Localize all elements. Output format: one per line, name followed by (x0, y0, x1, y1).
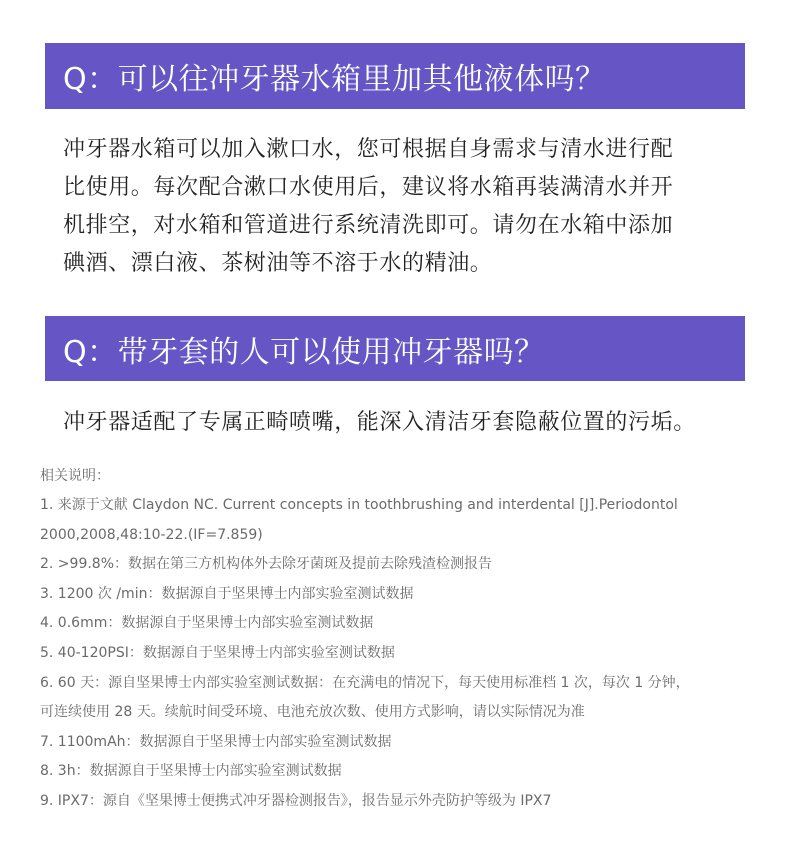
question-2-text: Q：带牙套的人可以使用冲牙器吗？ (63, 334, 545, 370)
note-line: 2000,2008,48:10-22.(IF=7.859) (40, 526, 263, 543)
notes-title: 相关说明： (40, 468, 110, 484)
answer-2-line: 冲牙器适配了专属正畸喷嘴，能深入清洁牙套隐蔽位置的污垢。 (63, 410, 696, 435)
answer-1 (63, 131, 743, 283)
answer-1-line: 碘酒、漂白液、茶树油等不溶于水的精油。 (63, 251, 493, 276)
answer-2 (63, 404, 743, 442)
note-line: 5. 40-120PSI：数据源自于坚果博士内部实验室测试数据 (40, 644, 395, 661)
note-line: 3. 1200 次 /min：数据源自于坚果博士内部实验室测试数据 (40, 585, 414, 602)
answer-1-line: 机排空，对水箱和管道进行系统清洗即可。请勿在水箱中添加 (63, 213, 674, 238)
note-line: 4. 0.6mm：数据源自于坚果博士内部实验室测试数据 (40, 615, 374, 632)
question-1-text: Q：可以往冲牙器水箱里加其他液体吗？ (63, 62, 606, 97)
note-line: 8. 3h：数据源自于坚果博士内部实验室测试数据 (40, 763, 342, 780)
answer-1-line: 冲牙器水箱可以加入漱口水，您可根据自身需求与清水进行配 (63, 137, 674, 162)
note-line: 2. >99.8%：数据在第三方机构体外去除牙菌斑及提前去除残渣检测报告 (40, 556, 493, 573)
question-banner-2 (45, 316, 745, 381)
question-banner-1 (45, 43, 745, 109)
notes-section (40, 462, 760, 817)
note-line: 6. 60 天：源自坚果博士内部实验室测试数据：在充满电的情况下，每天使用标准档 1 次，每次 1 分钟， (40, 674, 690, 691)
note-line: 1. 来源于文献 Claydon NC. Current concepts in toothbrushing and interdental [J].Periodontol (40, 497, 678, 513)
note-line: 9. IPX7：源自《坚果博士便携式冲牙器检测报告》，报告显示外壳防护等级为 IPX7 (40, 792, 552, 809)
note-line: 可连续使用 28 天。续航时间受环境、电池充放次数、使用方式影响，请以实际情况为准 (40, 704, 585, 721)
note-line: 7. 1100mAh：数据源自于坚果博士内部实验室测试数据 (40, 733, 392, 750)
answer-1-line: 比使用。每次配合漱口水使用后，建议将水箱再装满清水并开 (63, 175, 674, 200)
